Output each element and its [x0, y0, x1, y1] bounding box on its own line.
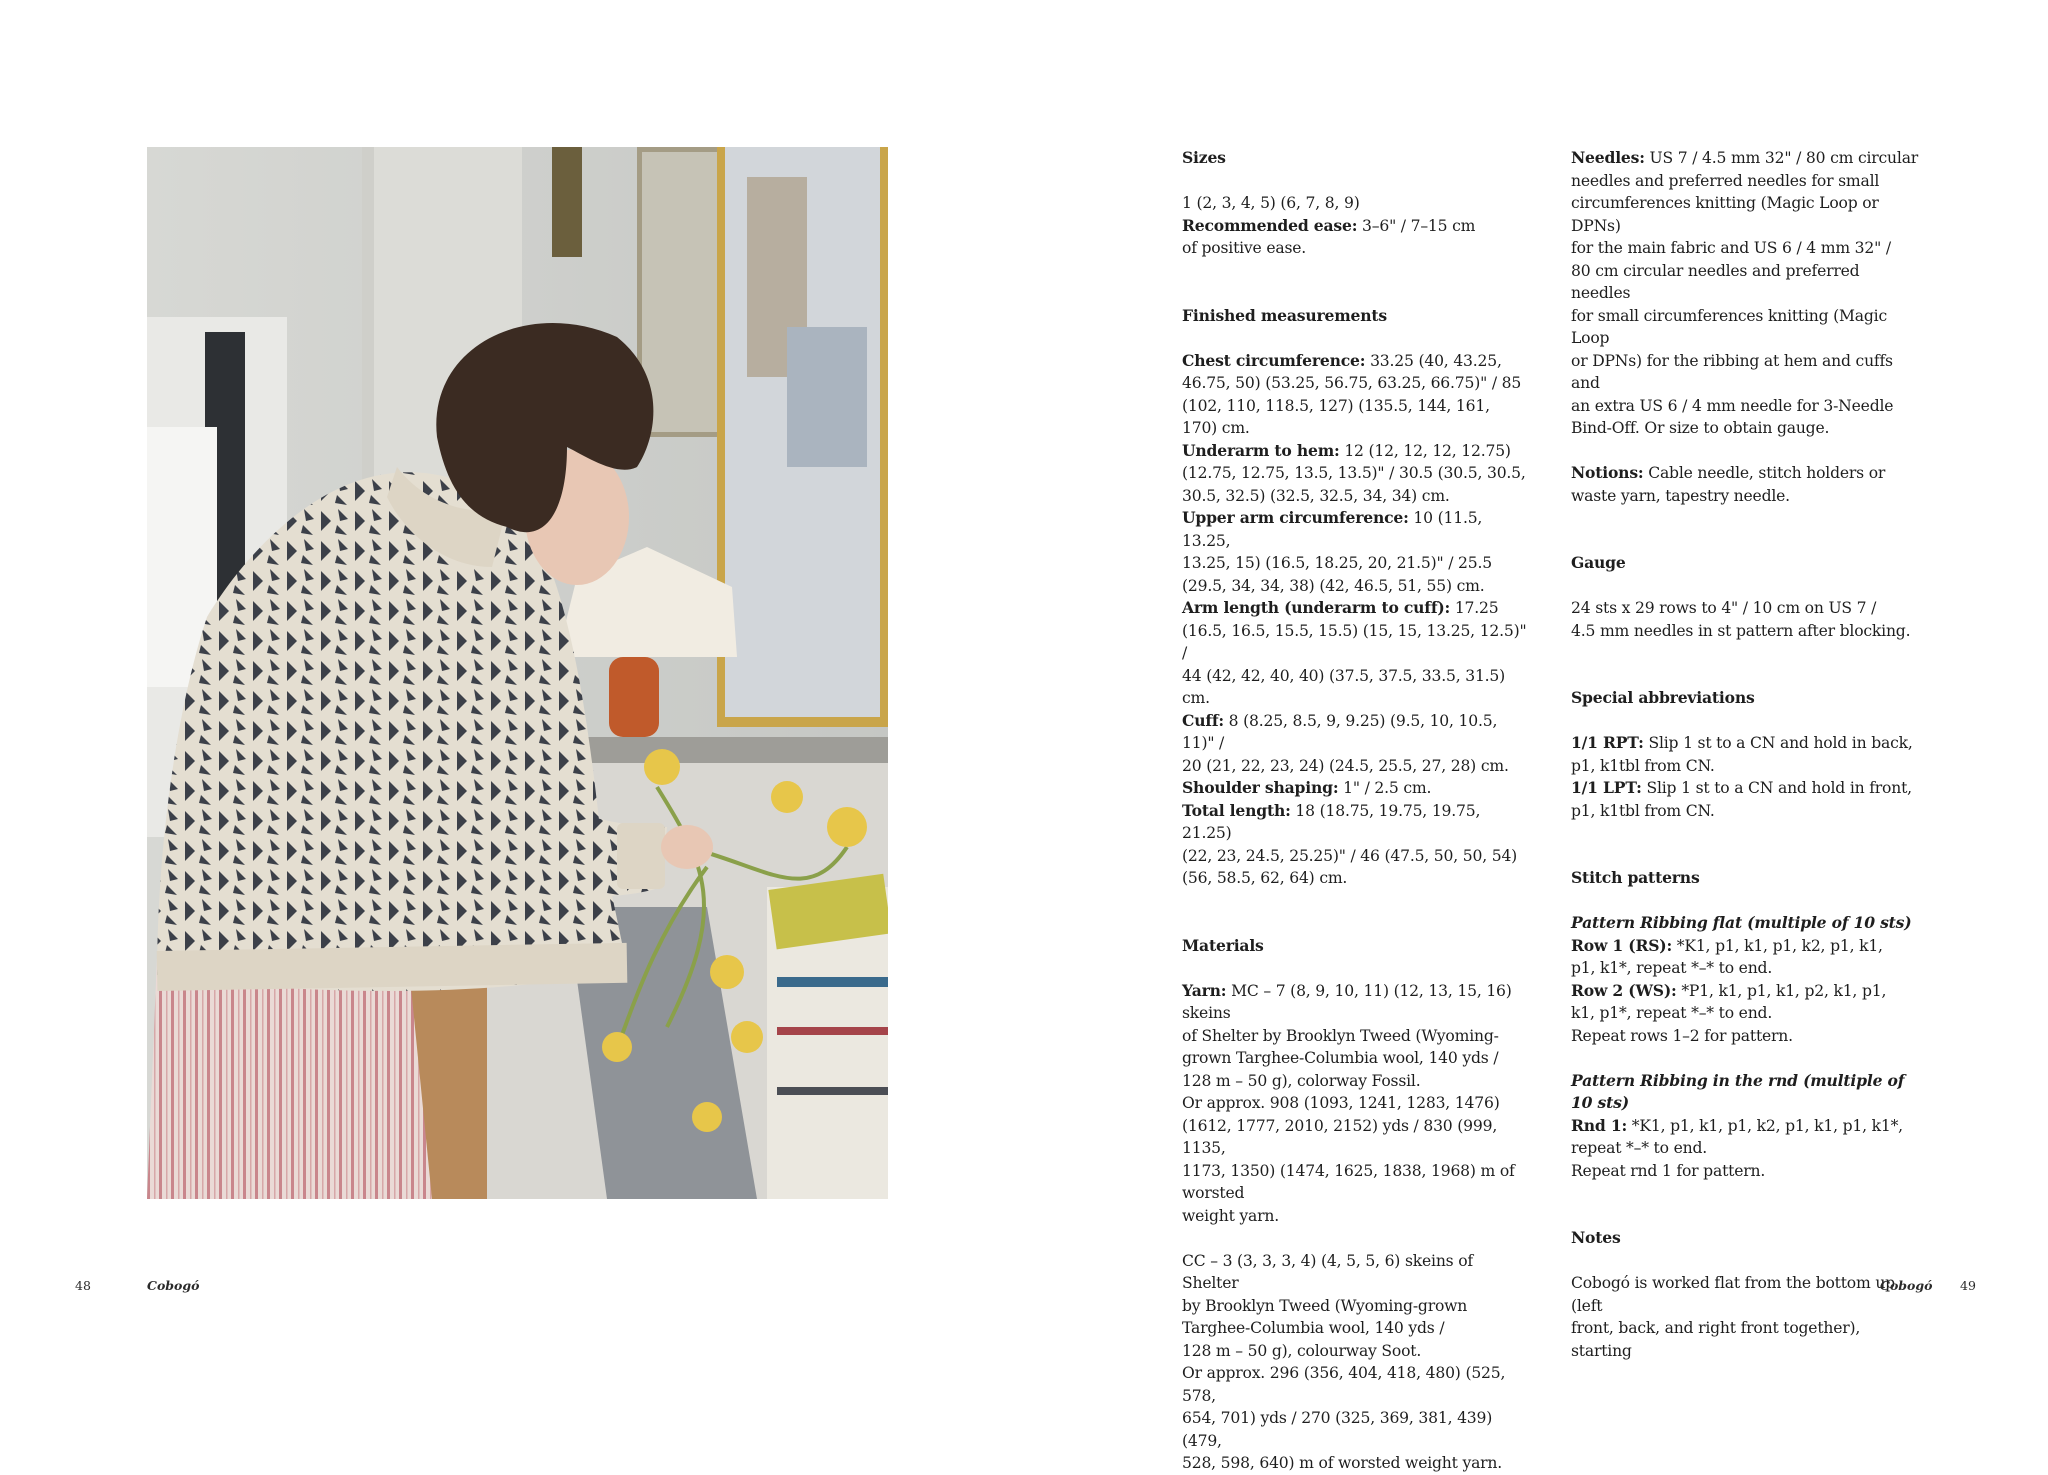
gauge-line: 4.5 mm needles in st pattern after blocking. [1571, 621, 1911, 640]
abbreviations-heading: Special abbreviations [1571, 688, 1755, 707]
cc-line: 128 m – 50 g), colourway Soot. [1182, 1341, 1422, 1360]
row-2-text: *P1, k1, p1, k1, p2, k1, p1, [1676, 981, 1887, 1000]
measurement-label: Upper arm circumference: [1182, 508, 1409, 527]
needles-line: for the main fabric and US 6 / 4 mm 32" / [1571, 239, 1891, 257]
sweater-photo [147, 147, 888, 1199]
row-1-more: p1, k1*, repeat *–* to end. [1571, 959, 1773, 977]
cc-line: Targhee-Columbia wool, 140 yds / [1182, 1319, 1445, 1337]
measurement-item [1182, 777, 1527, 800]
abbreviation-line: p1, k1tbl from CN. [1571, 756, 1715, 775]
measurement-line: (56, 58.5, 62, 64) cm. [1182, 869, 1348, 887]
measurement-line: 13.25, 15) (16.5, 18.25, 20, 21.5)" / 25.5 [1182, 554, 1492, 572]
notes-line: Cobogó is worked flat from the bottom up (left [1571, 1274, 1895, 1315]
needles-line: an extra US 6 / 4 mm needle for 3-Needle [1571, 396, 1894, 415]
measurement-value: 8 (8.25, 8.5, 9, 9.25) (9.5, 10, 10.5, 11)" / [1182, 711, 1498, 752]
measurement-label: Shoulder shaping: [1182, 778, 1339, 797]
abbreviation-item [1571, 732, 1921, 755]
cc-line: Or approx. 296 (356, 404, 418, 480) (525, 578, [1182, 1364, 1506, 1405]
needles-line: or DPNs) for the ribbing at hem and cuffs and [1571, 351, 1893, 392]
sizes-list: 1 (2, 3, 4, 5) (6, 7, 8, 9) [1182, 194, 1360, 212]
cc-line: 528, 598, 640) m of worsted weight yarn. [1182, 1454, 1503, 1472]
needles-line: needles and preferred needles for small [1571, 171, 1880, 190]
abbreviation-text: Slip 1 st to a CN and hold in back, [1643, 734, 1913, 752]
measurement-value: 12 (12, 12, 12, 12.75) [1339, 441, 1511, 460]
notes-line: front, back, and right front together), starting [1571, 1319, 1861, 1360]
notions-text: Cable needle, stitch holders or [1643, 464, 1886, 482]
measurement-value: 1" / 2.5 cm. [1338, 779, 1432, 797]
finished-heading: Finished measurements [1182, 305, 1387, 325]
notions-label: Notions: [1571, 463, 1644, 482]
materials-heading: Materials [1182, 935, 1264, 955]
measurement-line: (29.5, 34, 34, 38) (42, 46.5, 51, 55) cm. [1182, 576, 1485, 595]
measurement-value: 18 (18.75, 19.75, 19.75, 21.25) [1182, 801, 1481, 842]
finished-list [1182, 350, 1527, 890]
text-column-left [1182, 147, 1527, 1475]
measurement-item [1182, 507, 1527, 552]
stitch-patterns-heading: Stitch patterns [1571, 868, 1700, 887]
needles-line: Bind-Off. Or size to obtain gauge. [1571, 419, 1830, 437]
ease-label: Recommended ease: [1182, 215, 1358, 235]
running-title-left: Cobogó [147, 1278, 200, 1293]
row-2-more: k1, p1*, repeat *–* to end. [1571, 1004, 1773, 1022]
yarn-text: MC – 7 (8, 9, 10, 11) (12, 13, 15, 16) skeins [1182, 981, 1512, 1022]
measurement-line: 20 (21, 22, 23, 24) (24.5, 25.5, 27, 28) cm. [1182, 756, 1509, 775]
measurement-label: Total length: [1182, 800, 1291, 820]
cc-line: 654, 701) yds / 270 (325, 369, 381, 439) (479, [1182, 1409, 1493, 1450]
yarn-line: 1173, 1350) (1474, 1625, 1838, 1968) m of worsted [1182, 1161, 1515, 1202]
yarn-line: grown Targhee-Columbia wool, 140 yds / [1182, 1049, 1499, 1067]
notions-line [1571, 462, 1921, 485]
rnd-1-text: *K1, p1, k1, p1, k2, p1, k1, p1, k1*, [1627, 1116, 1903, 1135]
running-title-right: Cobogó [1880, 1278, 1933, 1293]
abbreviation-label: 1/1 RPT: [1571, 733, 1644, 752]
yarn-line: (1612, 1777, 2010, 2152) yds / 830 (999, 1135, [1182, 1116, 1498, 1157]
needles-label: Needles: [1571, 148, 1645, 167]
measurement-value: 10 (11.5, 13.25, [1182, 509, 1483, 550]
rnd-1 [1571, 1115, 1921, 1138]
yarn-line: Or approx. 908 (1093, 1241, 1283, 1476) [1182, 1094, 1500, 1112]
measurement-value: 17.25 [1450, 599, 1499, 617]
rnd-1-label: Rnd 1: [1571, 1115, 1628, 1135]
measurement-line: (102, 110, 118.5, 127) (135.5, 144, 161, 170) cm. [1182, 396, 1490, 437]
abbreviation-line: p1, k1tbl from CN. [1571, 801, 1715, 820]
gauge-line: 24 sts x 29 rows to 4" / 10 cm on US 7 / [1571, 599, 1877, 617]
abbreviation-label: 1/1 LPT: [1571, 778, 1642, 797]
measurement-line: 30.5, 32.5) (32.5, 32.5, 34, 34) cm. [1182, 486, 1450, 505]
needles-text: US 7 / 4.5 mm 32" / 80 cm circular [1644, 149, 1919, 167]
repeat-rnd: Repeat rnd 1 for pattern. [1571, 1161, 1766, 1180]
recommended-ease [1182, 215, 1527, 238]
measurement-line: (16.5, 16.5, 15.5, 15.5) (15, 15, 13.25, 12.5)" / [1182, 621, 1527, 662]
pattern-flat-title: Pattern Ribbing flat (multiple of 10 sts) [1571, 913, 1912, 932]
ease-line2: of positive ease. [1182, 239, 1307, 257]
measurement-value: 33.25 (40, 43.25, [1365, 351, 1502, 370]
yarn-line: 128 m – 50 g), colorway Fossil. [1182, 1071, 1421, 1090]
yarn-line [1182, 980, 1527, 1025]
measurement-label: Arm length (underarm to cuff): [1182, 598, 1451, 617]
cc-line: by Brooklyn Tweed (Wyoming-grown [1182, 1296, 1468, 1315]
measurement-item [1182, 800, 1527, 845]
measurement-line: (22, 23, 24.5, 25.25)" / 46 (47.5, 50, 50, 54) [1182, 846, 1518, 865]
measurement-item [1182, 597, 1527, 620]
measurement-line: 44 (42, 42, 40, 40) (37.5, 37.5, 33.5, 31.5) cm. [1182, 666, 1506, 707]
measurement-line: (12.75, 12.75, 13.5, 13.5)" / 30.5 (30.5, 30.5, [1182, 464, 1526, 482]
yarn-line: of Shelter by Brooklyn Tweed (Wyoming- [1182, 1026, 1499, 1045]
needles-line: circumferences knitting (Magic Loop or DPNs) [1571, 194, 1879, 235]
measurement-item [1182, 350, 1527, 373]
measurement-item [1182, 710, 1527, 755]
abbreviation-text: Slip 1 st to a CN and hold in front, [1641, 779, 1912, 797]
pattern-rnd-title: Pattern Ribbing in the rnd (multiple of 10 sts) [1571, 1070, 1905, 1112]
row-1-text: *K1, p1, k1, p1, k2, p1, k1, [1672, 936, 1883, 955]
abbreviation-item [1571, 777, 1921, 800]
measurement-label: Chest circumference: [1182, 350, 1366, 370]
notes-heading: Notes [1571, 1228, 1621, 1247]
photo-illustration [147, 147, 888, 1199]
rnd-1-more: repeat *–* to end. [1571, 1139, 1707, 1157]
sizes-heading: Sizes [1182, 148, 1226, 167]
measurement-line: 46.75, 50) (53.25, 56.75, 63.25, 66.75)" / 85 [1182, 374, 1522, 392]
measurement-label: Underarm to hem: [1182, 440, 1340, 460]
yarn-label: Yarn: [1182, 980, 1227, 1000]
needles-line: 80 cm circular needles and preferred needles [1571, 261, 1860, 302]
cc-line: CC – 3 (3, 3, 3, 4) (4, 5, 5, 6) skeins of Shelter [1182, 1251, 1473, 1292]
ease-value: 3–6" / 7–15 cm [1357, 216, 1476, 235]
repeat-flat: Repeat rows 1–2 for pattern. [1571, 1026, 1793, 1045]
notions-line: waste yarn, tapestry needle. [1571, 486, 1790, 505]
page-number-left: 48 [75, 1278, 91, 1293]
needles-line [1571, 147, 1921, 170]
text-column-right [1571, 147, 1921, 1362]
row-1 [1571, 935, 1921, 958]
row-2 [1571, 980, 1921, 1003]
gauge-heading: Gauge [1571, 553, 1626, 572]
needles-line: for small circumferences knitting (Magic Loop [1571, 306, 1888, 347]
measurement-label: Cuff: [1182, 710, 1224, 730]
row-1-label: Row 1 (RS): [1571, 935, 1673, 955]
row-2-label: Row 2 (WS): [1571, 980, 1677, 1000]
page-number-right: 49 [1960, 1278, 1976, 1293]
yarn-line: weight yarn. [1182, 1206, 1279, 1225]
measurement-item [1182, 440, 1527, 463]
